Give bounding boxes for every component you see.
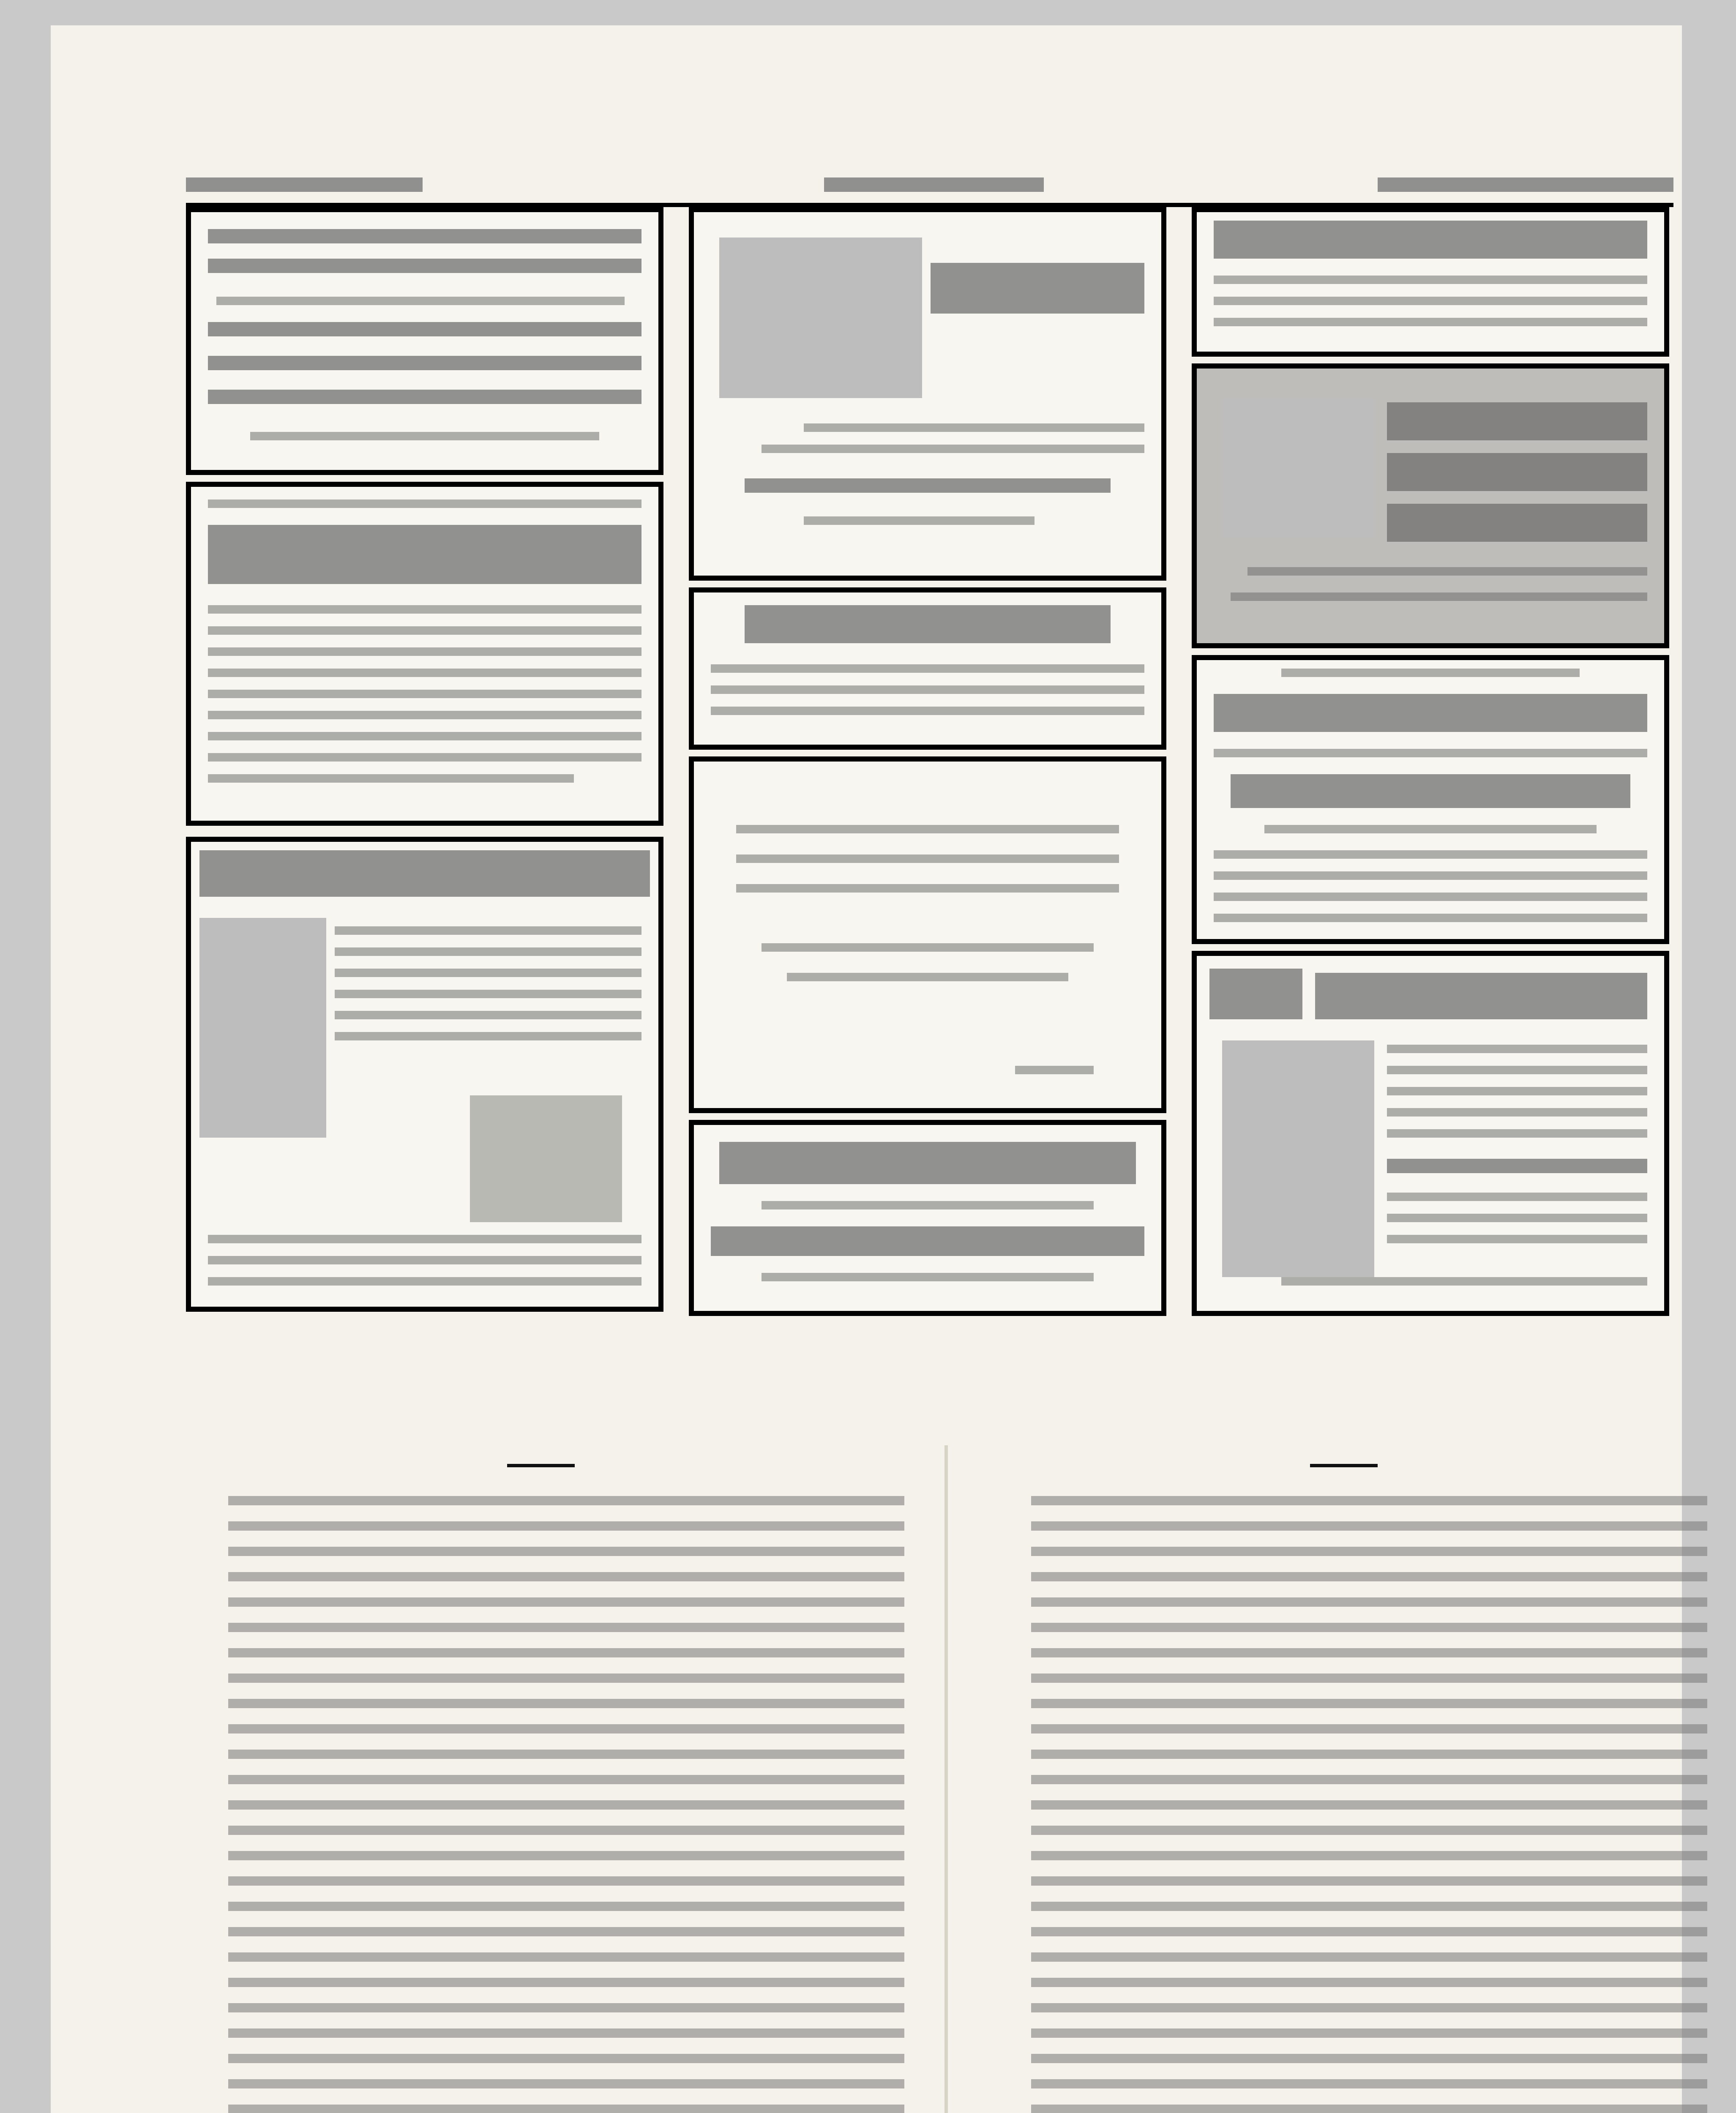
ad-column-3 xyxy=(1192,207,1669,1314)
ad-box-bank xyxy=(186,207,663,475)
ad-box-balsam xyxy=(186,837,663,1312)
story-right xyxy=(1031,1445,1707,2113)
header-left-ph xyxy=(186,177,423,192)
engine-illustration xyxy=(719,238,922,398)
ad-box-motors xyxy=(689,207,1166,581)
newspaper-page xyxy=(51,25,1682,2113)
page-number-left xyxy=(507,1445,575,1467)
ad-box-trainee xyxy=(1192,207,1669,357)
ad-box-corks xyxy=(689,1120,1166,1316)
stamp-illustration xyxy=(470,1095,622,1222)
ad-box-washing-machines xyxy=(1192,363,1669,648)
religious-figure-illustration xyxy=(199,918,326,1138)
column-gutter xyxy=(944,1445,948,2113)
ad-box-doctor xyxy=(186,482,663,826)
ad-box-partners xyxy=(689,587,1166,750)
ad-box-milk-cans xyxy=(1192,951,1669,1316)
story-left xyxy=(228,1445,904,2113)
milk-can-illustration xyxy=(1222,1040,1374,1277)
page-number-right xyxy=(1310,1445,1378,1467)
advertisement-grid xyxy=(186,207,1673,1314)
ad-column-1 xyxy=(186,207,663,1314)
washing-machine-illustration xyxy=(1222,398,1374,538)
header-right-ph xyxy=(1378,177,1673,192)
ad-column-2 xyxy=(689,207,1166,1314)
ad-box-candles xyxy=(1192,655,1669,944)
masthead-bar xyxy=(186,173,1673,207)
ad-box-clothing xyxy=(689,756,1166,1113)
header-center-ph xyxy=(824,177,1044,192)
